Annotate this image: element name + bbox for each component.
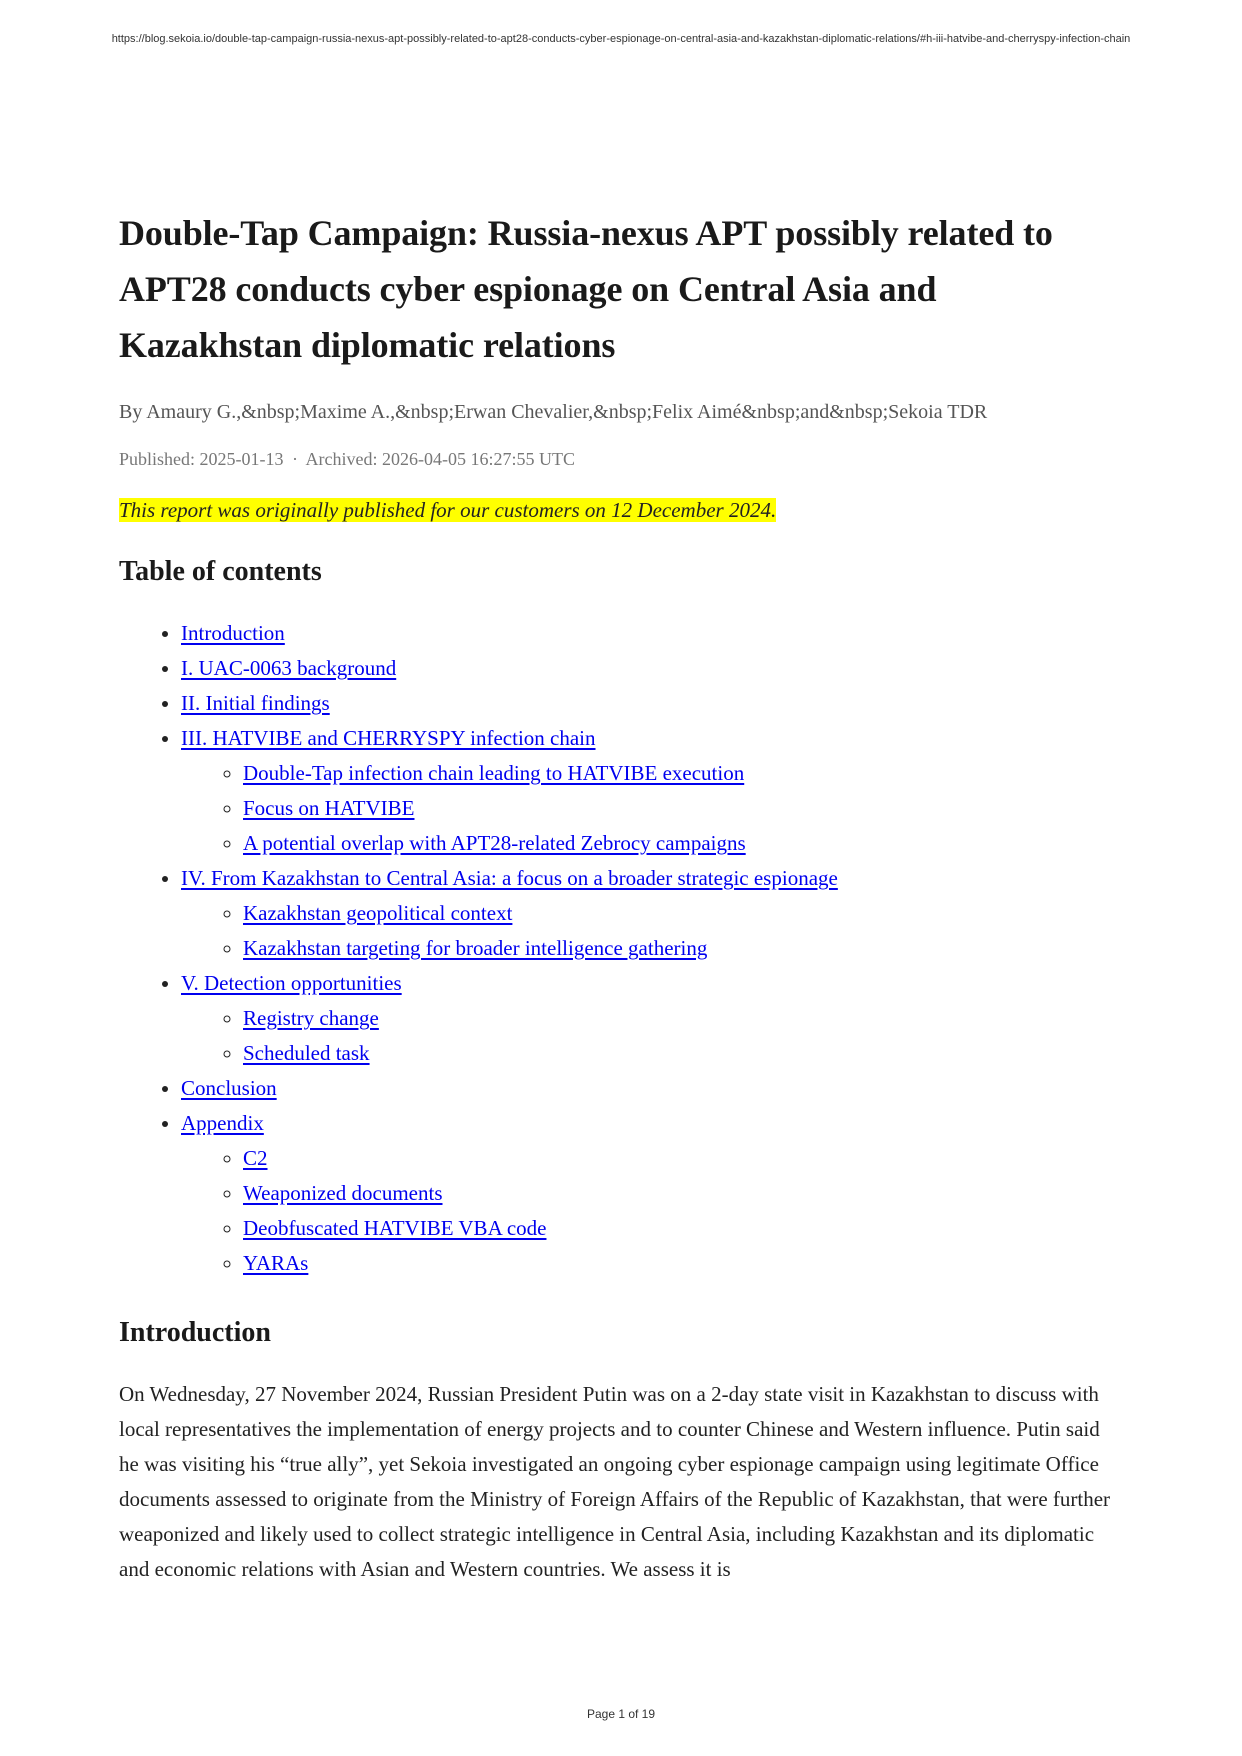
toc-sublist bbox=[181, 1141, 1123, 1281]
toc-link-double-tap-chain[interactable]: Double-Tap infection chain leading to HATVIBE execution bbox=[243, 761, 745, 785]
toc-heading: Table of contents bbox=[119, 556, 322, 587]
page-url-header: https://blog.sekoia.io/double-tap-campaign-russia-nexus-apt-possibly-related-to-apt28-conducts-cyber-espionage-on-central-asia-and-kazakhstan-diplomatic-relations/#h-iii-hatvibe-and-cherryspy-infection-chain bbox=[111, 33, 1131, 45]
toc-link-initial-findings[interactable]: II. Initial findings bbox=[181, 691, 330, 715]
toc-subitem bbox=[243, 1036, 1123, 1071]
page-number: Page 1 of 19 bbox=[586, 1707, 656, 1721]
meta-separator: · bbox=[292, 449, 298, 469]
toc-subitem bbox=[243, 1211, 1123, 1246]
toc-link-geopolitical-context[interactable]: Kazakhstan geopolitical context bbox=[243, 901, 513, 925]
article-byline: By Amaury G.,&nbsp;Maxime A.,&nbsp;Erwan Chevalier,&nbsp;Felix Aimé&nbsp;and&nbsp;Sekoia TDR bbox=[119, 401, 988, 423]
published-date: Published: 2025-01-13 bbox=[119, 449, 284, 469]
highlighted-note-text: This report was originally published for our customers on 12 December 2024. bbox=[119, 498, 777, 522]
publication-note bbox=[119, 497, 1123, 523]
toc-subitem bbox=[243, 1246, 1123, 1281]
toc-link-hatvibe-vba-code[interactable]: Deobfuscated HATVIBE VBA code bbox=[243, 1216, 547, 1240]
table-of-contents bbox=[119, 616, 1123, 1281]
toc-link-registry-change[interactable]: Registry change bbox=[243, 1006, 379, 1030]
toc-link-uac-0063-background[interactable]: I. UAC-0063 background bbox=[181, 656, 397, 680]
introduction-heading: Introduction bbox=[119, 1317, 271, 1348]
toc-subitem bbox=[243, 1001, 1123, 1036]
toc-subitem bbox=[243, 756, 1123, 791]
toc-subitem bbox=[243, 791, 1123, 826]
toc-item bbox=[181, 1106, 1123, 1281]
article-title: Double-Tap Campaign: Russia-nexus APT possibly related to APT28 conducts cyber espionage on Central Asia and Kazakhstan diplomatic relations bbox=[119, 213, 1053, 365]
toc-subitem bbox=[243, 826, 1123, 861]
toc-item bbox=[181, 861, 1123, 966]
toc-subitem bbox=[243, 931, 1123, 966]
toc-link-conclusion[interactable]: Conclusion bbox=[181, 1076, 277, 1100]
toc-link-kazakhstan-targeting[interactable]: Kazakhstan targeting for broader intelligence gathering bbox=[243, 936, 708, 960]
toc-link-detection-opportunities[interactable]: V. Detection opportunities bbox=[181, 971, 402, 995]
toc-link-scheduled-task[interactable]: Scheduled task bbox=[243, 1041, 370, 1065]
toc-link-yaras[interactable]: YARAs bbox=[243, 1251, 309, 1275]
toc-sublist bbox=[181, 896, 1123, 966]
toc-link-c2[interactable]: C2 bbox=[243, 1146, 268, 1170]
toc-sublist bbox=[181, 756, 1123, 861]
toc-subitem bbox=[243, 1176, 1123, 1211]
toc-link-zebrocy-overlap[interactable]: A potential overlap with APT28-related Zebrocy campaigns bbox=[243, 831, 746, 855]
toc-item bbox=[181, 616, 1123, 651]
article bbox=[119, 205, 1123, 1608]
toc-item bbox=[181, 651, 1123, 686]
toc-link-focus-hatvibe[interactable]: Focus on HATVIBE bbox=[243, 796, 415, 820]
toc-sublist bbox=[181, 1001, 1123, 1071]
toc-item bbox=[181, 721, 1123, 861]
toc-subitem bbox=[243, 896, 1123, 931]
toc-link-weaponized-documents[interactable]: Weaponized documents bbox=[243, 1181, 443, 1205]
article-meta bbox=[119, 447, 1123, 471]
toc-subitem bbox=[243, 1141, 1123, 1176]
archived-date: Archived: 2026-04-05 16:27:55 UTC bbox=[305, 449, 575, 469]
toc-item bbox=[181, 966, 1123, 1071]
toc-link-strategic-espionage[interactable]: IV. From Kazakhstan to Central Asia: a focus on a broader strategic espionage bbox=[181, 866, 838, 890]
toc-link-introduction[interactable]: Introduction bbox=[181, 621, 285, 645]
toc-item bbox=[181, 1071, 1123, 1106]
toc-item bbox=[181, 686, 1123, 721]
introduction-paragraph: On Wednesday, 27 November 2024, Russian President Putin was on a 2-day state visit in Kazakhstan to discuss with local representatives the implementation of energy projects and to counter Chinese and Western influence. Putin said he was visiting his “true ally”, yet Sekoia investigated an ongoing cyber espionage campaign using legitimate Office documents assessed to originate from the Ministry of Foreign Affairs of the Republic of Kazakhstan, that were further weaponized and likely used to collect strategic intelligence in Central Asia, including Kazakhstan and its diplomatic and economic relations with Asian and Western countries. We assess it is bbox=[119, 1382, 1111, 1581]
toc-link-infection-chain[interactable]: III. HATVIBE and CHERRYSPY infection chain bbox=[181, 726, 596, 750]
toc-link-appendix[interactable]: Appendix bbox=[181, 1111, 264, 1135]
